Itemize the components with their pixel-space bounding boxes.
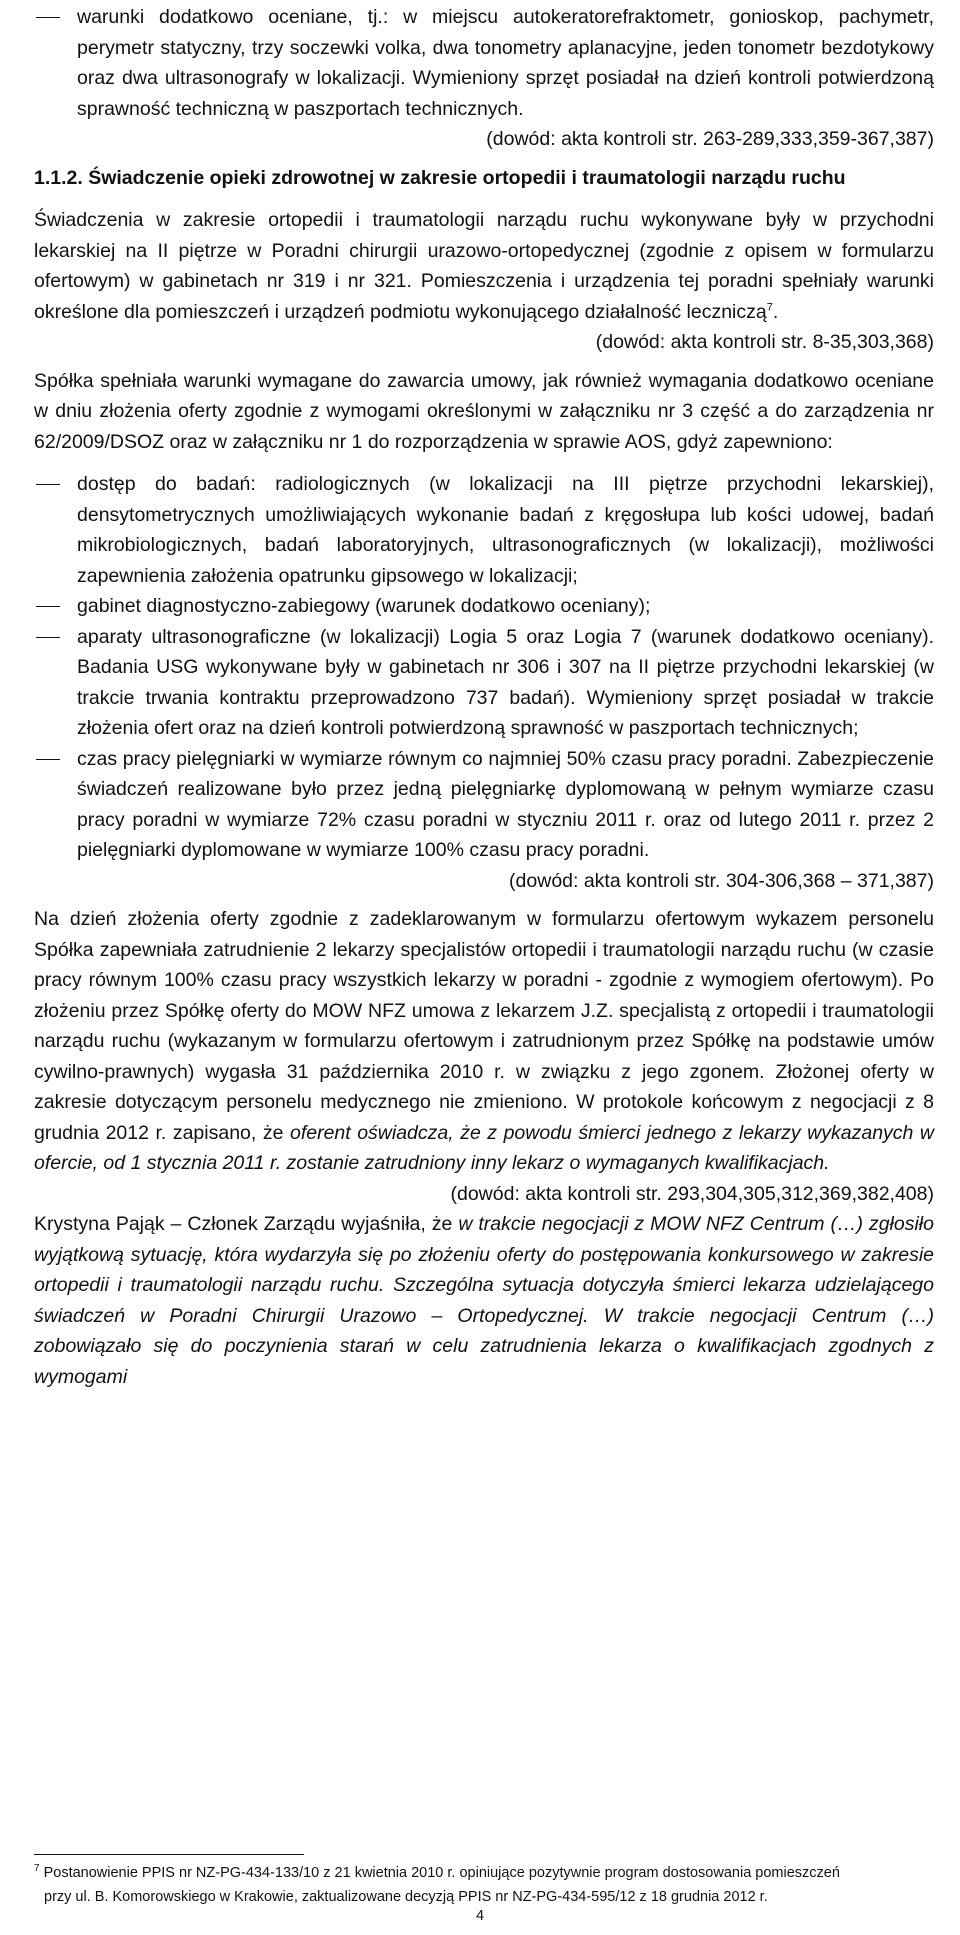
section-heading: 1.1.2. Świadczenie opieki zdrowotnej w zakresie ortopedii i traumatologii narządu ruchu [34,166,846,189]
evidence-reference: (dowód: akta kontroli str. 304-306,368 – 371,387) [509,869,934,892]
quoted-italic-text: oferent oświadcza, że z powodu śmierci jednego z lekarzy wykazanych w ofercie, od 1 stycznia 2011 r. zostanie zatrudniony inny lekarz o wymaganych kwalifikacjach. [34,1121,934,1174]
bullet-text: aparaty ultrasonograficzne (w lokalizacji) Logia 5 oraz Logia 7 (warunek dodatkowo oceniany). Badania USG wykonywane były w gabinetach nr 306 i 307 na II piętrze przychodni lekarskiej (w trakcie trwania kontraktu przeprowadzono 737 badań). Wymieniony sprzęt posiadał w trakcie złożenia ofert oraz na dzień kontroli potwierdzoną sprawność w paszportach technicznych; [77,625,934,739]
paragraph-text: Na dzień złożenia oferty zgodnie z zadeklarowanym w formularzu ofertowym wykazem personelu Spółka zapewniała zatrudnienie 2 lekarzy specjalistów ortopedii i traumatologii narządu ruchu (w czasie pracy równym 100% czasu pracy wszystkich lekarzy w poradni - zgodnie z wymogiem ofertowym). Po złożeniu przez Spółkę oferty do MOW NFZ umowa z lekarzem J.Z. specjalistą z ortopedii i traumatologii narządu ruchu (wykazanym w formularzu ofertowym i zatrudnionym przez Spółkę na podstawie umów cywilno-prawnych) wygasła 31 października 2010 r. w związku z jego zgonem. Złożonej oferty w zakresie dotyczącym personelu medycznego nie zmieniono. W protokole końcowym z negocjacji z 8 grudnia 2012 r. zapisano, że [34,908,934,1144]
dash-bullet-icon [36,637,60,638]
paragraph [34,904,934,1179]
document-body [34,0,934,1392]
evidence-reference: (dowód: akta kontroli str. 8-35,303,368) [595,331,934,353]
bullet-text: warunki dodatkowo oceniane, tj.: w miejscu autokeratorefraktometr, gonioskop, pachymetr, perymetr statyczny, trzy soczewki volka, dwa tonometry aplanacyjne, jeden tonometr bezdotykowy oraz dwa ultrasonografy w lokalizacji. Wymieniony sprzęt posiadał na dzień kontroli potwierdzoną sprawność techniczną w paszportach technicznych. [77,6,934,120]
requirement-bullet [34,591,934,622]
evidence-reference: (dowód: akta kontroli str. 293,304,305,312,369,382,408) [450,1182,934,1205]
footnote-marker: 7 [766,301,773,313]
footnote-number: 7 [34,1863,40,1875]
quoted-italic-text: w trakcie negocjacji z MOW NFZ Centrum (…) zgłosiło wyjątkową sytuację, która wydarzyła się po złożeniu oferty do postępowania konkursowego w zakresie ortopedii i traumatologii narządu ruchu. Szczególna sytuacja dotyczyła śmierci lekarza udzielającego świadczeń w Poradni Chirurgii Urazowo – Ortopedycznej. W trakcie negocjacji Centrum (…) zobowiązało się do poczynienia starań w celu zatrudnienia lekarza o kwalifikacjach zgodnych z wymogami [34,1213,934,1388]
paragraph [34,1209,934,1392]
footnote-divider [34,1854,304,1855]
dash-bullet-icon [36,484,60,485]
paragraph-text: Świadczenia w zakresie ortopedii i traumatologii narządu ruchu wykonywane były w przychodni lekarskiej na II piętrze w Poradni chirurgii urazowo-ortopedycznej (zgodnie z opisem w formularzu ofertowym) w gabinetach nr 319 i nr 321. Pomieszczenia i urządzenia tej poradni spełniały warunki określone dla pomieszczeń i urządzeń podmiotu wykonującego działalność leczniczą [34,209,934,323]
page-number: 4 [475,1908,485,1924]
bullet-text: gabinet diagnostyczno-zabiegowy (warunek dodatkowo oceniany); [77,595,651,617]
requirement-bullet [34,744,934,866]
bullet-text: czas pracy pielęgniarki w wymiarze równym co najmniej 50% czasu pracy poradni. Zabezpieczenie świadczeń realizowane było przez jedną pielęgniarkę dyplomowaną w pełnym wymiarze czasu pracy poradni w wymiarze 72% czasu poradni w styczniu 2011 r. oraz od lutego 2011 r. przez 2 pielęgniarki dyplomowane w wymiarze 100% czasu pracy poradni. [77,747,934,861]
paragraph: Spółka spełniała warunki wymagane do zawarcia umowy, jak również wymagania dodatkowo oceniane w dniu złożenia oferty zgodnie z wymogami określonymi w załączniku nr 3 część a do zarządzenia nr 62/2009/DSOZ oraz w załączniku nr 1 do rozporządzenia w sprawie AOS, gdyż zapewniono: [34,369,934,453]
paragraph-text: Krystyna Pająk – Członek Zarządu wyjaśniła, że [34,1213,459,1235]
dash-bullet-icon [36,17,60,18]
footnote-line: Postanowienie PPIS nr NZ-PG-434-133/10 z 21 kwietnia 2010 r. opiniujące pozytywnie program dostosowania pomieszczeń [43,1865,840,1881]
evidence-reference: (dowód: akta kontroli str. 263-289,333,359-367,387) [486,128,934,150]
equipment-bullet [34,2,934,124]
dash-bullet-icon [36,759,60,760]
dash-bullet-icon [36,606,60,607]
paragraph-end: . [772,300,779,323]
paragraph [34,205,934,327]
requirement-bullet [34,622,934,744]
footnote-line: przy ul. B. Komorowskiego w Krakowie, zaktualizowane decyzją PPIS nr NZ-PG-434-595/12 z 18 grudnia 2012 r. [44,1889,768,1905]
requirement-bullet [34,469,934,591]
bullet-text: dostęp do badań: radiologicznych (w lokalizacji na III piętrze przychodni lekarskiej), densytometrycznych umożliwiających wykonanie badań z kręgosłupa lub kości udowej, badań mikrobiologicznych, badań laboratoryjnych, ultrasonograficznych (w lokalizacji), możliwości zapewnienia założenia opatrunku gipsowego w lokalizacji; [77,473,934,587]
footnote [34,1861,934,1909]
